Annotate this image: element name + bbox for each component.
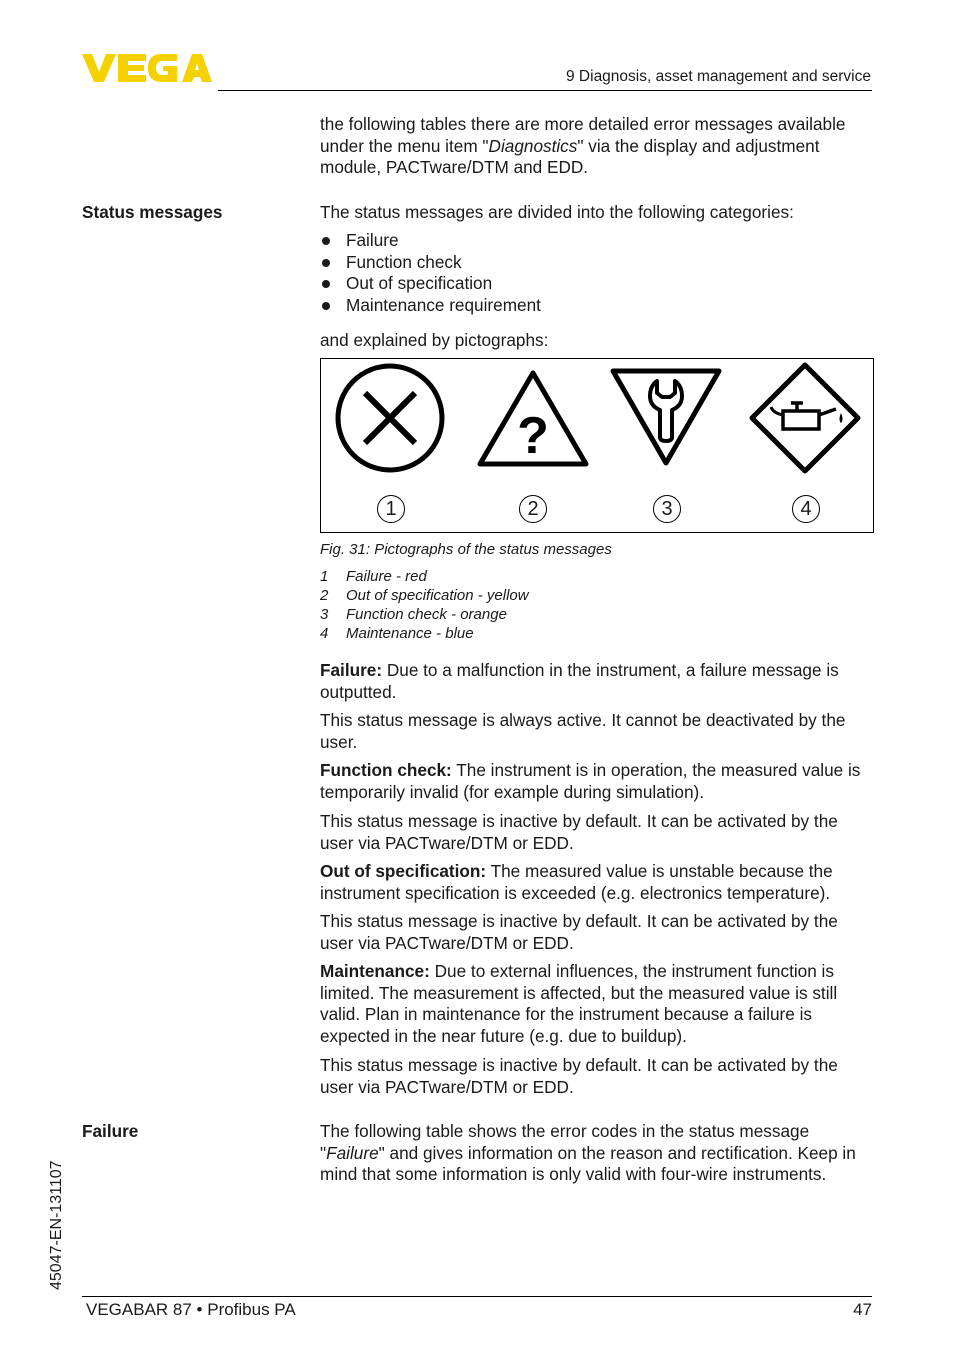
- footer-product: VEGABAR 87 • Profibus PA: [86, 1300, 296, 1319]
- circled-number: 4: [792, 495, 820, 523]
- figure-legend: [320, 567, 529, 643]
- failure-section-emphasis: Failure: [326, 1142, 379, 1163]
- figure-caption: Fig. 31: Pictographs of the status messages: [320, 541, 612, 558]
- legend-number: 4: [320, 625, 329, 642]
- legend-item: [320, 605, 529, 624]
- legend-item: [320, 624, 529, 643]
- intro-paragraph: [320, 114, 873, 179]
- intro-emphasis: Diagnostics: [488, 135, 578, 156]
- pictograph-figure: [320, 358, 874, 533]
- figure-number-2: [519, 495, 547, 523]
- status-messages-heading: Status messages: [82, 202, 223, 222]
- legend-text: Function check - orange: [346, 606, 507, 623]
- failure-text: Due to a malfunction in the instrument, a failure message is outputted.: [320, 660, 839, 702]
- out-of-specification-description: [320, 861, 873, 904]
- out-of-specification-text: The measured value is unstable because the instrument specification is exceeded (e.g. electronics temperature).: [320, 861, 833, 903]
- legend-number: 1: [320, 568, 329, 585]
- vega-logo: [82, 50, 212, 84]
- function-check-text: The instrument is in operation, the measured value is temporarily invalid (for example during simulation).: [320, 760, 861, 802]
- header-divider: [218, 90, 872, 91]
- function-check-description: [320, 760, 873, 803]
- failure-section-text-b: " and gives information on the reason and rectification. Keep in mind that some information is only valid with four-wire instruments.: [320, 1142, 856, 1184]
- maintenance-description: [320, 961, 873, 1047]
- maintenance-text: Due to external influences, the instrument function is limited. The measurement is affected, but the measured value is still valid. Plan in maintenance for the instrument because a failure is expected in the near future (e.g. due to buildup).: [320, 961, 838, 1046]
- figure-number-3: [653, 495, 681, 523]
- figure-number-1: [377, 495, 405, 523]
- list-item: Maintenance requirement: [320, 295, 873, 317]
- failure-note: This status message is always active. It cannot be deactivated by the user.: [320, 710, 846, 752]
- out-of-specification-note: This status message is inactive by default. It can be activated by the user via PACTware/DTM or EDD.: [320, 911, 838, 953]
- category-list-wrapper: [320, 230, 873, 317]
- category-list: [320, 230, 873, 317]
- failure-heading: Failure: [82, 1121, 139, 1141]
- function-check-label: Function check:: [320, 760, 452, 780]
- failure-section-text: [320, 1121, 873, 1186]
- list-item: Function check: [320, 252, 873, 274]
- list-item: Failure: [320, 230, 873, 252]
- circled-number: 3: [653, 495, 681, 523]
- out-of-specification-icon: [480, 373, 586, 465]
- legend-item: [320, 567, 529, 586]
- page-number: 47: [853, 1300, 872, 1319]
- failure-section-text-a: The following table shows the error codes in the status message ": [320, 1121, 810, 1163]
- circled-number: 2: [519, 495, 547, 523]
- maintenance-label: Maintenance:: [320, 961, 430, 981]
- status-messages-lead: The status messages are divided into the following categories:: [320, 202, 794, 222]
- failure-description: [320, 660, 873, 703]
- function-check-note: This status message is inactive by default. It can be activated by the user via PACTware/DTM or EDD.: [320, 811, 838, 853]
- legend-text: Maintenance - blue: [346, 625, 474, 642]
- maintenance-icon: [752, 365, 858, 471]
- legend-text: Out of specification - yellow: [346, 587, 529, 604]
- legend-number: 2: [320, 587, 329, 604]
- failure-label: Failure:: [320, 660, 383, 680]
- vega-logo-graphic: [82, 50, 212, 84]
- out-of-specification-label: Out of specification:: [320, 861, 487, 881]
- function-check-icon: [613, 371, 719, 463]
- document-number: 45047-EN-131107: [48, 1160, 65, 1290]
- intro-text-b: " via the display and adjustment module, PACTware/DTM and EDD.: [320, 135, 820, 177]
- svg-text:?: ?: [517, 407, 549, 465]
- circled-number: 1: [377, 495, 405, 523]
- chapter-title: 9 Diagnosis, asset management and service: [566, 68, 871, 85]
- legend-text: Failure - red: [346, 568, 427, 585]
- footer-divider: [82, 1296, 872, 1297]
- legend-number: 3: [320, 606, 329, 623]
- legend-item: [320, 586, 529, 605]
- maintenance-note: This status message is inactive by default. It can be activated by the user via PACTware/DTM or EDD.: [320, 1055, 838, 1097]
- pictographs-intro: and explained by pictographs:: [320, 330, 549, 350]
- list-item: Out of specification: [320, 273, 873, 295]
- intro-text-a: the following tables there are more detailed error messages available under the menu item ": [320, 114, 846, 156]
- figure-number-4: [792, 495, 820, 523]
- failure-icon: [338, 366, 442, 470]
